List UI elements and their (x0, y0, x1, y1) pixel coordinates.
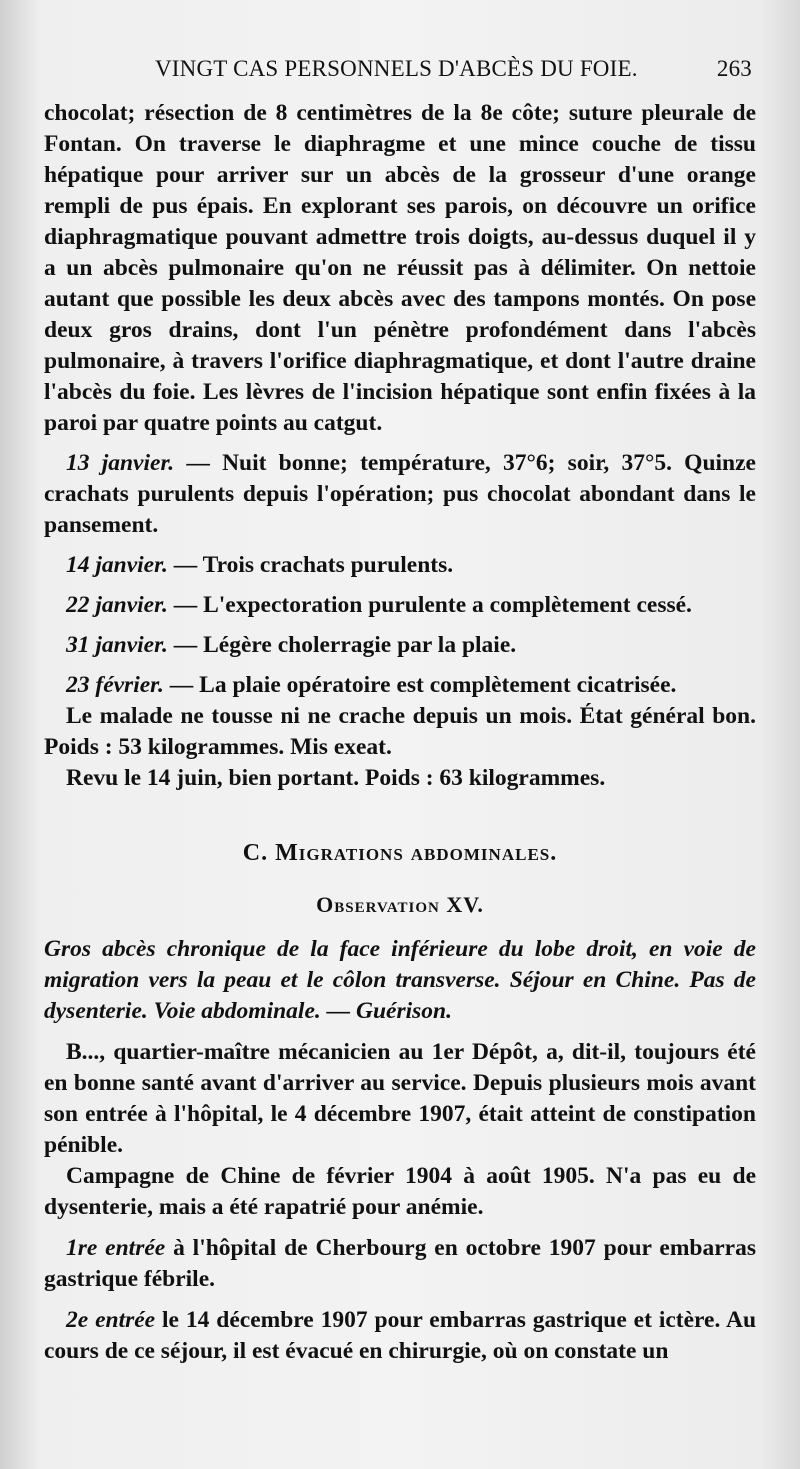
entry-text: — Légère cholerragie par la plaie. (167, 632, 517, 658)
case-paragraph: B..., quartier-maître mécanicien au 1er Dépôt, a, dit-il, toujours été en bonne santé avant d'arriver au service. Depuis plusieurs mois avant son entrée à l'hôpital, le 4 décembre 1907, était atteint de constipation pénible. (44, 1039, 756, 1158)
journal-entry (44, 630, 756, 661)
entry-date: 13 janvier. (66, 450, 175, 476)
discharge-paragraph: Le malade ne tousse ni ne crache depuis un mois. État général bon. Poids : 53 kilogrammes. Mis exeat. (44, 703, 756, 760)
journal-entry (44, 590, 756, 621)
observation-summary: Gros abcès chronique de la face inférieure du lobe droit, en voie de migration vers la peau et le côlon transverse. Séjour en Chine. Pas de dysenterie. Voie abdominale. — Guérison. (44, 936, 756, 1024)
entry-text: — La plaie opératoire est complètement cicatrisée. (163, 672, 677, 698)
journal-entry (44, 670, 756, 701)
followup-paragraph: Revu le 14 juin, bien portant. Poids : 63 kilogrammes. (66, 765, 606, 791)
journal-entry (44, 550, 756, 581)
observation-heading: Observation XV. (316, 892, 484, 917)
case-paragraph (44, 1305, 756, 1367)
operation-paragraph: chocolat; résection de 8 centimètres de la 8e côte; suture pleurale de Fontan. On traverse le diaphragme et une mince couche de tissu hépatique pour arriver sur un abcès de la grosseur d'une orange rempli de pus épais. En explorant ses parois, on découvre un orifice diaphragmatique pouvant admettre trois doigts, au-dessus duquel il y a un abcès pulmonaire qu'on ne réussit pas à délimiter. On nettoie autant que possible les deux abcès avec des tampons montés. On pose deux gros drains, dont l'un pénètre profondément dans l'abcès pulmonaire, à travers l'orifice diaphragmatique, et dont l'autre draine l'abcès du foie. Les lèvres de l'incision hépatique sont enfin fixées à la paroi par quatre points au catgut. (44, 100, 756, 436)
running-header (60, 56, 752, 82)
entry-text: à l'hôpital de Cherbourg en octobre 1907 pour embarras gastrique fébrile. (44, 1235, 756, 1292)
entry-label: 1re entrée (66, 1235, 166, 1261)
entry-date: 31 janvier. (66, 632, 168, 658)
case-paragraph: Campagne de Chine de février 1904 à août 1905. N'a pas eu de dysenterie, mais a été rapatrié pour anémie. (44, 1163, 756, 1220)
entry-text: le 14 décembre 1907 pour embarras gastrique et ictère. Au cours de ce séjour, il est évacué en chirurgie, où on constate un (44, 1307, 757, 1364)
case-paragraph (44, 1233, 756, 1295)
entry-text: — Trois crachats purulents. (167, 552, 454, 578)
entry-label: 2e entrée (66, 1307, 156, 1333)
entry-text: — Nuit bonne; température, 37°6; soir, 37°5. Quinze crachats purulents depuis l'opération; pus chocolat abondant dans le pansement. (44, 450, 756, 538)
page-number: 263 (716, 56, 752, 81)
running-title: VINGT CAS PERSONNELS D'ABCÈS DU FOIE. (155, 56, 638, 81)
entry-date: 14 janvier. (66, 552, 168, 578)
section-heading: C. Migrations abdominales. (242, 840, 558, 866)
entry-date: 23 février. (66, 672, 164, 698)
entry-text: — L'expectoration purulente a complètement cessé. (167, 592, 692, 618)
entry-date: 22 janvier. (66, 592, 168, 618)
journal-entry (44, 448, 756, 541)
page-body (44, 98, 756, 1367)
